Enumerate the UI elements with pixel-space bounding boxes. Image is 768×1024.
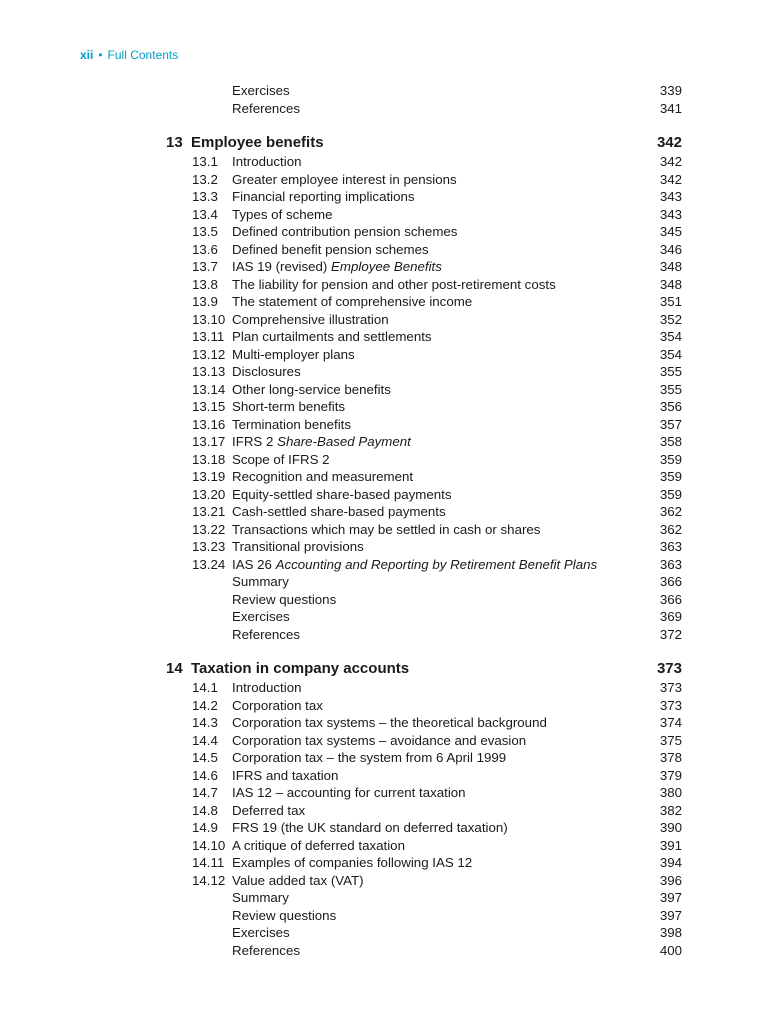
section-number: 14.6: [192, 767, 218, 783]
section-page-number: 362: [659, 504, 682, 519]
section-title: [232, 293, 472, 311]
section-number: 13.16: [192, 416, 226, 432]
section-page-number: 345: [659, 224, 682, 239]
section-entry[interactable]: [0, 732, 768, 750]
section-page-number: 354: [659, 329, 682, 344]
section-title: [232, 556, 597, 574]
section-entry[interactable]: [0, 784, 768, 802]
section-page-number: 363: [659, 556, 682, 572]
section-title: [232, 697, 323, 715]
section-title-text: Disclosures: [232, 364, 301, 379]
section-entry[interactable]: [0, 276, 768, 294]
section-title: [232, 328, 432, 346]
section-page-number: 373: [659, 680, 682, 695]
section-entry[interactable]: [0, 346, 768, 364]
section-title: [232, 767, 338, 785]
table-of-contents: [0, 82, 768, 959]
toc-entry[interactable]: [0, 82, 768, 100]
section-title: [232, 241, 429, 259]
chapter-page-number: 342: [656, 134, 682, 151]
section-entry[interactable]: [0, 241, 768, 259]
section-page-number: 380: [659, 785, 682, 800]
section-number: 13.21: [192, 504, 226, 519]
section-page-number: 391: [659, 837, 682, 853]
section-number: 13.12: [192, 346, 226, 362]
section-entry[interactable]: [0, 188, 768, 206]
section-entry[interactable]: [0, 819, 768, 837]
section-entry[interactable]: [0, 749, 768, 767]
section-title-italic: Accounting and Reporting by Retirement Benefit Plans: [275, 556, 598, 572]
section-entry[interactable]: [0, 433, 768, 451]
section-number: 14.9: [192, 820, 218, 835]
section-title-text: Deferred tax: [232, 802, 306, 818]
section-number: 13.4: [192, 206, 218, 222]
section-page-number: 359: [659, 486, 682, 502]
section-entry[interactable]: [0, 328, 768, 346]
section-number: 13.10: [192, 311, 226, 327]
section-entry[interactable]: [0, 503, 768, 521]
section-page-number: 355: [659, 381, 682, 397]
section-entry[interactable]: [0, 311, 768, 329]
section-entry[interactable]: [0, 556, 768, 574]
section-entry[interactable]: [0, 468, 768, 486]
section-entry[interactable]: [0, 416, 768, 434]
section-number: 13.2: [192, 171, 218, 187]
section-title: [232, 486, 452, 504]
section-title: [232, 503, 446, 521]
section-title-text: Defined contribution pension schemes: [232, 224, 458, 239]
section-entry[interactable]: [0, 381, 768, 399]
section-title-text: The statement of comprehensive income: [232, 294, 473, 309]
section-title-text: IAS 12 – accounting for current taxation: [232, 785, 466, 800]
section-title: [232, 398, 345, 416]
section-title-text: Recognition and measurement: [232, 469, 414, 484]
section-number: 13.20: [192, 486, 226, 502]
section-number: 13.5: [192, 224, 218, 239]
running-head: [80, 48, 178, 62]
section-number: 14.12: [192, 872, 226, 888]
section-entry[interactable]: [0, 697, 768, 715]
entry-title: Summary: [232, 890, 289, 905]
section-page-number: 354: [659, 346, 682, 362]
section-number: 13.19: [192, 469, 226, 484]
section-entry[interactable]: [0, 398, 768, 416]
entry-title: Review questions: [232, 591, 337, 607]
section-title-text: A critique of deferred taxation: [232, 837, 405, 853]
section-title-text: Corporation tax – the system from 6 April 1999: [232, 750, 507, 765]
page-folio: xii: [80, 48, 94, 62]
section-entry[interactable]: [0, 171, 768, 189]
section-page-number: 362: [659, 521, 682, 537]
section-title-text: Short-term benefits: [232, 399, 346, 414]
section-page-number: 357: [659, 416, 682, 432]
entry-title: References: [232, 100, 300, 116]
entry-title: Exercises: [232, 609, 290, 624]
section-number: 13.24: [192, 556, 226, 572]
section-number: 14.7: [192, 785, 218, 800]
section-number: 13.7: [192, 259, 218, 274]
section-number: 13.22: [192, 521, 226, 537]
section-title-text: Other long-service benefits: [232, 381, 391, 397]
section-number: 13.11: [192, 329, 225, 344]
section-title: [232, 346, 355, 364]
toc-entry[interactable]: [0, 626, 768, 644]
section-title: [232, 276, 556, 294]
toc-entry[interactable]: [0, 608, 768, 626]
section-entry[interactable]: [0, 363, 768, 381]
section-entry[interactable]: [0, 486, 768, 504]
section-page-number: 382: [659, 802, 682, 818]
section-title: [232, 363, 301, 381]
section-title: [232, 749, 506, 767]
section-title-text: Transactions which may be settled in cash or shares: [232, 521, 541, 537]
section-page-number: 378: [659, 750, 682, 765]
section-page-number: 348: [659, 259, 682, 274]
section-title: [232, 732, 526, 750]
section-title: [232, 468, 413, 486]
section-entry[interactable]: [0, 767, 768, 785]
section-page-number: 351: [659, 294, 682, 309]
section-title-text: FRS 19 (the UK standard on deferred taxation): [232, 820, 508, 835]
section-page-number: 390: [659, 820, 682, 835]
section-title: [232, 153, 301, 171]
section-title-text: Greater employee interest in pensions: [232, 171, 457, 187]
toc-entry[interactable]: [0, 942, 768, 960]
section-title-text: Corporation tax systems – avoidance and evasion: [232, 732, 527, 748]
section-number: 14.1: [192, 680, 218, 695]
section-title-text: IAS 26: [232, 556, 276, 572]
section-title: [232, 837, 405, 855]
section-page-number: 394: [659, 855, 682, 870]
section-entry[interactable]: [0, 293, 768, 311]
section-page-number: 363: [659, 539, 682, 554]
entry-title: References: [232, 626, 300, 642]
section-title-text: Defined benefit pension schemes: [232, 241, 429, 257]
section-number: 13.13: [192, 364, 226, 379]
section-title: [232, 521, 540, 539]
section-title-italic: Employee Benefits: [331, 259, 442, 274]
section-title-text: Financial reporting implications: [232, 189, 415, 204]
section-page-number: 348: [659, 276, 682, 292]
section-number: 13.23: [192, 539, 226, 554]
section-entry[interactable]: [0, 223, 768, 241]
entry-page-number: 339: [659, 83, 682, 98]
section-title: [232, 854, 472, 872]
section-title: [232, 416, 351, 434]
section-page-number: 346: [659, 241, 682, 257]
section-number: 13.8: [192, 276, 218, 292]
section-title: [232, 223, 457, 241]
chapter-heading[interactable]: [0, 133, 768, 153]
section-entry[interactable]: [0, 153, 768, 171]
section-title: [232, 451, 330, 469]
section-page-number: 343: [659, 189, 682, 204]
section-title-text: Multi-employer plans: [232, 346, 355, 362]
section-title: [232, 311, 389, 329]
section-number: 13.15: [192, 399, 226, 414]
section-number: 14.5: [192, 750, 218, 765]
entry-page-number: 366: [659, 574, 682, 589]
section-entry[interactable]: [0, 451, 768, 469]
section-entry[interactable]: [0, 679, 768, 697]
section-title-text: IAS 19 (revised): [232, 259, 332, 274]
section-number: 14.2: [192, 697, 218, 713]
section-title-text: Introduction: [232, 154, 302, 169]
toc-entry[interactable]: [0, 889, 768, 907]
section-title-text: The liability for pension and other post-retirement costs: [232, 276, 556, 292]
section-number: 13.17: [192, 434, 226, 449]
separator-dot: •: [98, 48, 103, 62]
section-title: [232, 381, 391, 399]
section-title-text: Types of scheme: [232, 206, 333, 222]
section-page-number: 374: [659, 715, 682, 730]
section-page-number: 355: [659, 364, 682, 379]
section-title-text: Introduction: [232, 680, 302, 695]
section-title-text: Corporation tax: [232, 697, 323, 713]
toc-entry[interactable]: [0, 573, 768, 591]
section-page-number: 373: [659, 697, 682, 713]
section-title: [232, 784, 466, 802]
entry-page-number: 397: [659, 890, 682, 905]
section-page-number: 342: [659, 171, 682, 187]
section-page-number: 358: [659, 434, 682, 449]
entry-page-number: 366: [659, 591, 682, 607]
section-title: [232, 206, 333, 224]
chapter-number: 13: [166, 134, 183, 151]
section-page-number: 356: [659, 399, 682, 414]
section-title: [232, 714, 547, 732]
section-title-text: IFRS and taxation: [232, 767, 339, 783]
section-page-number: 379: [659, 767, 682, 783]
section-entry[interactable]: [0, 538, 768, 556]
section-number: 14.11: [192, 855, 225, 870]
section-number: 14.10: [192, 837, 226, 853]
entry-page-number: 398: [659, 925, 682, 940]
section-number: 13.3: [192, 189, 218, 204]
section-number: 13.1: [192, 154, 218, 169]
entry-title: Review questions: [232, 907, 337, 923]
entry-title: Summary: [232, 574, 289, 589]
section-title: [232, 679, 301, 697]
entry-title: References: [232, 942, 300, 958]
section-number: 14.3: [192, 715, 218, 730]
toc-entry[interactable]: [0, 100, 768, 118]
section-page-number: 342: [659, 154, 682, 169]
section-title: [232, 872, 364, 890]
entry-page-number: 341: [659, 100, 682, 116]
section-number: 13.6: [192, 241, 218, 257]
entry-title: Exercises: [232, 83, 290, 98]
section-page-number: 359: [659, 451, 682, 467]
section-title-text: Value added tax (VAT): [232, 872, 364, 888]
chapter-title: Employee benefits: [191, 134, 324, 151]
toc-entry[interactable]: [0, 591, 768, 609]
section-page-number: 343: [659, 206, 682, 222]
section-page-number: 396: [659, 872, 682, 888]
entry-page-number: 400: [659, 942, 682, 958]
section-title-text: Transitional provisions: [232, 539, 364, 554]
section-page-number: 359: [659, 469, 682, 484]
section-entry[interactable]: [0, 837, 768, 855]
section-title: [232, 258, 442, 276]
section-title: [232, 538, 364, 556]
entry-title: Exercises: [232, 925, 290, 940]
running-head-title: Full Contents: [107, 48, 179, 62]
chapter-number: 14: [166, 660, 183, 677]
section-number: 14.8: [192, 802, 218, 818]
entry-page-number: 372: [659, 626, 682, 642]
section-title: [232, 188, 415, 206]
section-title-text: IFRS 2: [232, 434, 278, 449]
toc-entry[interactable]: [0, 907, 768, 925]
entry-page-number: 397: [659, 907, 682, 923]
section-entry[interactable]: [0, 802, 768, 820]
section-title-text: Examples of companies following IAS 12: [232, 855, 473, 870]
section-title: [232, 171, 457, 189]
section-entry[interactable]: [0, 854, 768, 872]
chapter-heading[interactable]: [0, 659, 768, 679]
section-entry[interactable]: [0, 521, 768, 539]
section-page-number: 375: [659, 732, 682, 748]
section-entry[interactable]: [0, 714, 768, 732]
section-title-text: Plan curtailments and settlements: [232, 329, 432, 344]
section-title-text: Termination benefits: [232, 416, 351, 432]
section-entry[interactable]: [0, 258, 768, 276]
section-number: 13.18: [192, 451, 226, 467]
entry-page-number: 369: [659, 609, 682, 624]
section-title-text: Cash-settled share-based payments: [232, 504, 446, 519]
section-number: 14.4: [192, 732, 218, 748]
section-title: [232, 819, 508, 837]
section-title-text: Corporation tax systems – the theoretical background: [232, 715, 547, 730]
section-title-italic: Share-Based Payment: [277, 434, 411, 449]
chapter-title: Taxation in company accounts: [191, 660, 410, 677]
toc-entry[interactable]: [0, 924, 768, 942]
chapter-page-number: 373: [656, 660, 682, 677]
section-title-text: Scope of IFRS 2: [232, 451, 330, 467]
section-page-number: 352: [659, 311, 682, 327]
section-number: 13.9: [192, 294, 218, 309]
section-entry[interactable]: [0, 872, 768, 890]
section-number: 13.14: [192, 381, 226, 397]
section-title: [232, 802, 305, 820]
section-title-text: Equity-settled share-based payments: [232, 486, 452, 502]
section-title: [232, 433, 411, 451]
section-title-text: Comprehensive illustration: [232, 311, 389, 327]
section-entry[interactable]: [0, 206, 768, 224]
